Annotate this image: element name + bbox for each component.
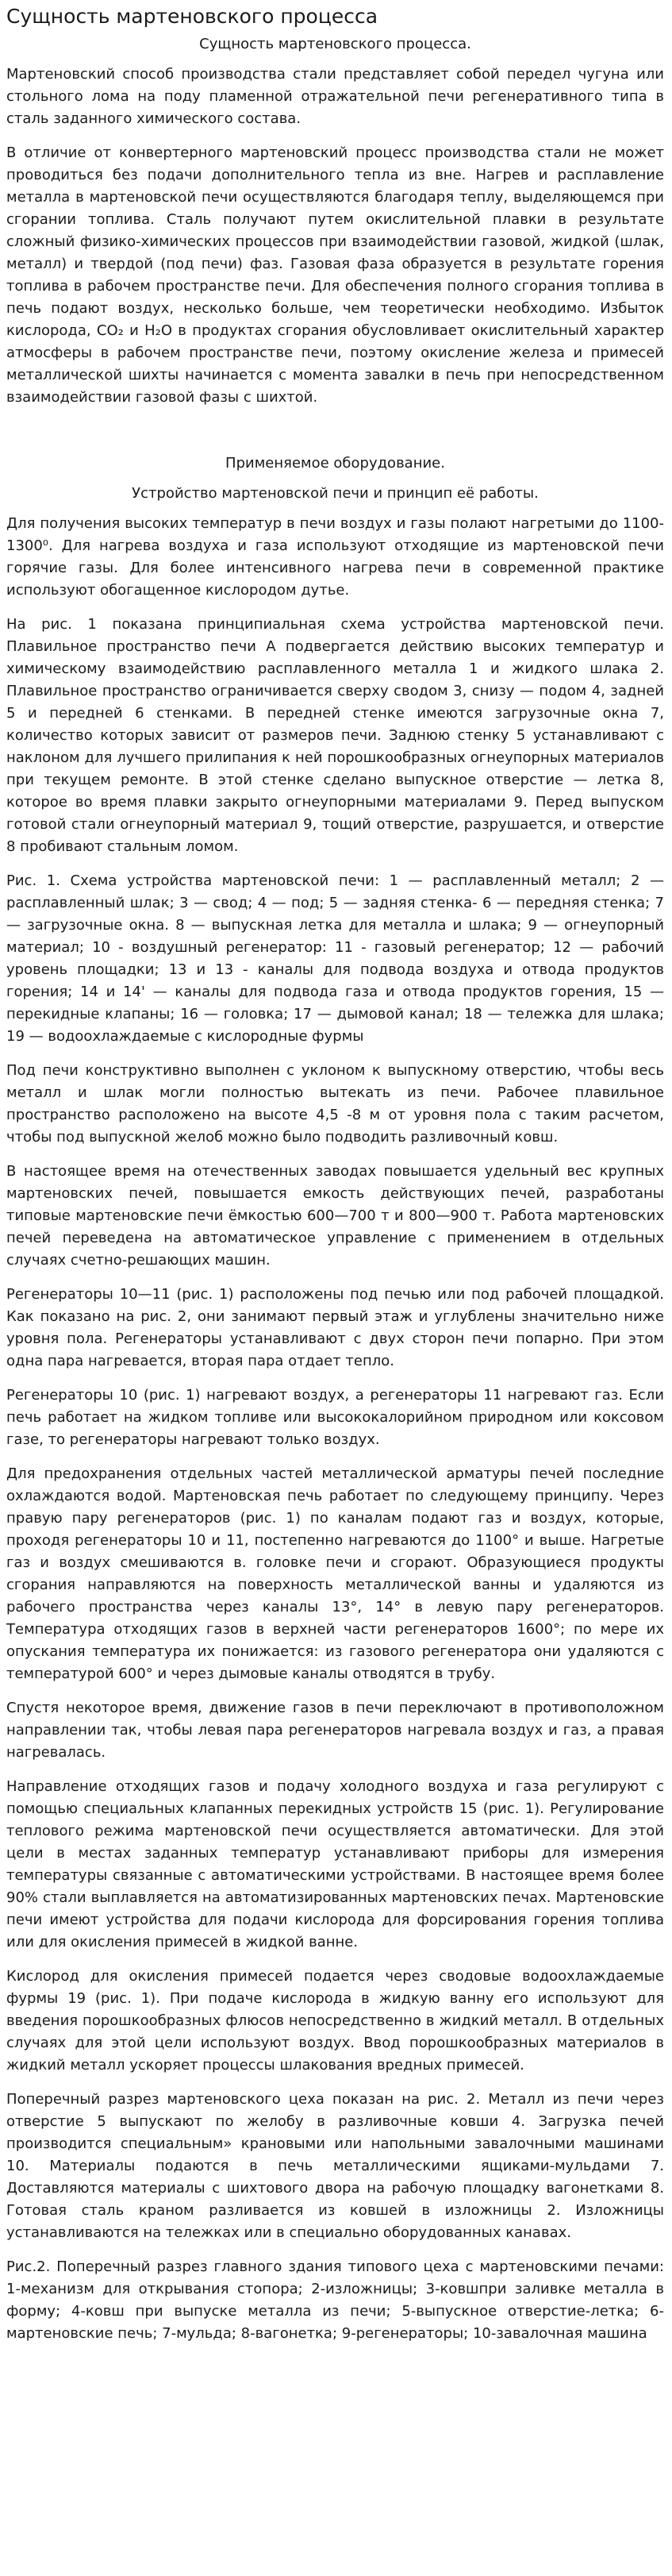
- body-paragraph-2: На рис. 1 показана принципиальная схема устройства мартеновской печи. Плавильное пространство печи А подвергается действию высоких температур и химическому взаимодействию расплавленного металла 1 и жидкого шлака 2. Плавильное пространство ограничивается сверху сводом 3, снизу — подом 4, задней 5 и передней 6 стенками. В передней стенке имеются загрузочные окна 7, количество которых зависит от размеров печи. Заднюю стенку 5 устанавливают с наклоном для лучшего прилипания к ней порошкообразных огнеупорных материалов при текущем ремонте. В этой стенке сделано выпускное отверстие — летка 8, которое во время плавки закрыто огнеупорными материалами 9. Перед выпуском готовой стали огнеупорный материал 9, тощий отверстие, разрушается, и отверстие 8 пробивают стальным ломом.: [6, 616, 664, 855]
- section-gap: [6, 421, 664, 452]
- section-title: Применяемое оборудование.: [225, 455, 445, 472]
- body-paragraph-6: Регенераторы 10 (рис. 1) нагревают воздух, а регенераторы 11 нагревают газ. Если печь работает на жидком топливе или высококалорийном природном или коксовом газе, то регенераторы нагревают только воздух.: [6, 1387, 664, 1448]
- body-paragraph-8: Спустя некоторое время, движение газов в печи переключают в противоположном направлении так, чтобы левая пара регенераторов нагревала воздух и газ, а правая нагревалась.: [6, 1700, 664, 1761]
- intro-paragraph-2: В отличие от конвертерного мартеновский процесс производства стали не может проводиться без подачи дополнительного тепла из вне. Нагрев и расплавление металла в мартеновской печи осуществляются благодаря теплу, выделяющемся при сгорании топлива. Сталь получают путем окислительной плавки в результате сложный физико-химических процессов при взаимодействии газовой, жидкой (шлак, металл) и твердой (под печи) фаз. Газовая фаза образуется в результате горения топлива в рабочем пространстве печи. Для обеспечения полного сгорания топлива в печь подают воздух, несколько больше, чем теоретически необходимо. Избыток кислорода, CO₂ и H₂O в продуктах сгорания обусловливает окислительный характер атмосферы в рабочем пространстве печи, поэтому окисление железа и примесей металлической шихты начинается с момента завалки в печь при непосредственном взаимодействии газовой фазы с шихтой.: [6, 144, 664, 406]
- page-title: Сущность мартеновского процесса: [6, 5, 378, 28]
- figure-2-caption: Рис.2. Поперечный разрез главного здания типового цеха с мартеновскими печами: 1-механизм для открывания стопора; 2-изложницы; 3-ковшпри заливке металла в форму; 4-ковш при выпуске металла из печи; 5-выпускное отверстие-летка; 6-мартеновские печь; 7-мульда; 8-вагонетка; 9-регенераторы; 10-завалочная машина: [6, 2258, 664, 2342]
- body-paragraph-7: Для предохранения отдельных частей металлической арматуры печей последние охлаждаются водой. Мартеновская печь работает по следующему принципу. Через правую пару регенераторов (рис. 1) по каналам подают газ и воздух, которые, проходя регенераторы 10 и 11, постепенно нагреваются до 1100° и выше. Нагретые газ и воздух смешиваются в. головке печи и сгорают. Образующиеся продукты сгорания направляются на поверхность металлической ванны и удаляются из рабочего пространства через каналы 13°, 14° в левую пару регенераторов. Температура отходящих газов в верхней части регенераторов 1600°; по мере их опускания температура их понижается: из газового регенератора они удаляются с температурой 600° и через дымовые каналы отводятся в трубу.: [6, 1465, 664, 1682]
- intro-paragraph-1: Мартеновский способ производства стали представляет собой передел чугуна или стольного лома на поду пламенной отражательной печи регенеративного типа в сталь заданного химического состава.: [6, 66, 664, 127]
- body-paragraph-10: Кислород для окисления примесей подается через сводовые водоохлаждаемые фурмы 19 (рис. 1). При подаче кислорода в жидкую ванну его используют для введения порошкообразных флюсов непосредственно в жидкий металл. В отдельных случаях для этой цели используют воздух. Ввод порошкообразных материалов в жидкий металл ускоряет процессы шлакования вредных примесей.: [6, 1968, 664, 2074]
- article-subtitle: Сущность мартеновского процесса.: [199, 36, 471, 52]
- figure-1-caption: Рис. 1. Схема устройства мартеновской печи: 1 — расплавленный металл; 2 — расплавленный шлак; 3 — свод; 4 — под; 5 — задняя стенка- 6 — передняя стенка; 7 — загрузочные окна. 8 — выпускная летка для металла и шлака; 9 — огнеупорный материал; 10 - воздушный регенератор: 11 - газовый регенератор; 12 — рабочий уровень площадки; 13 и 13 - каналы для подвода воздуха и отвода продуктов горения; 14 и 14' — каналы для подвода газа и отвода продуктов горения, 15 — перекидные клапаны; 16 — головка; 17 — дымовой канал; 18 — тележка для шлака; 19 — водоохлаждаемые с кислородные фурмы: [6, 872, 664, 1045]
- section-subtitle: Устройство мартеновской печи и принцип её работы.: [132, 485, 539, 502]
- body-paragraph-9: Направление отходящих газов и подачу холодного воздуха и газа регулируют с помощью специальных клапанных перекидных устройств 15 (рис. 1). Регулирование теплового режима мартеновской печи осуществляется автоматически. Для этой цели в местах заданных температур устанавливают приборы для измерения температуры связанные с автоматическими устройствами. В настоящее время более 90% стали выплавляется на автоматизированных мартеновских печах. Мартеновские печи имеют устройства для подачи кислорода для форсирования горения топлива или для окисления примесей в жидкой ванне.: [6, 1778, 664, 1950]
- body-paragraph-11: Поперечный разрез мартеновского цеха показан на рис. 2. Металл из печи через отверстие 5 выпускают по желобу в разливочные ковши 4. Загрузка печей производится специальным» крановыми или напольными завалочными машинами 10. Материалы подаются в печь металлическими ящиками-мульдами 7. Доставляются материалы с шихтового двора на рабочую площадку вагонетками 8. Готовая сталь краном разливается из ковшей в изложницы 2. Изложницы устанавливаются на тележках или в специально оборудованных канавах.: [6, 2091, 664, 2241]
- body-paragraph-5: Регенераторы 10—11 (рис. 1) расположены под печью или под рабочей площадкой. Как показано на рис. 2, они занимают первый этаж и углублены значительно ниже уровня пола. Регенераторы устанавливают с двух сторон печи попарно. При этом одна пара нагревается, вторая пара отдает тепло.: [6, 1286, 664, 1369]
- body-paragraph-1: Для получения высоких температур в печи воздух и газы полают нагретыми до 1100-1300⁰. Для нагрева воздуха и газа используют отходящие из мартеновской печи горячие газы. Для более интенсивного нагрева печи в современной практике используют обогащенное кислородом дутье.: [6, 515, 664, 599]
- body-paragraph-4: В настоящее время на отечественных заводах повышается удельный вес крупных мартеновских печей, повышается емкость действующих печей, разработаны типовые мартеновские печи ёмкостью 600—700 т и 800—900 т. Работа мартеновских печей переведена на автоматическое управление с применением в отдельных случаях счетно-решающих машин.: [6, 1163, 664, 1269]
- body-paragraph-3: Под печи конструктивно выполнен с уклоном к выпускному отверстию, чтобы весь металл и шлак могли полностью вытекать из печи. Рабочее плавильное пространство расположено на высоте 4,5 -8 м от уровня пола с таким расчетом, чтобы под выпускной желоб можно было подводить разливочный ковш.: [6, 1062, 664, 1146]
